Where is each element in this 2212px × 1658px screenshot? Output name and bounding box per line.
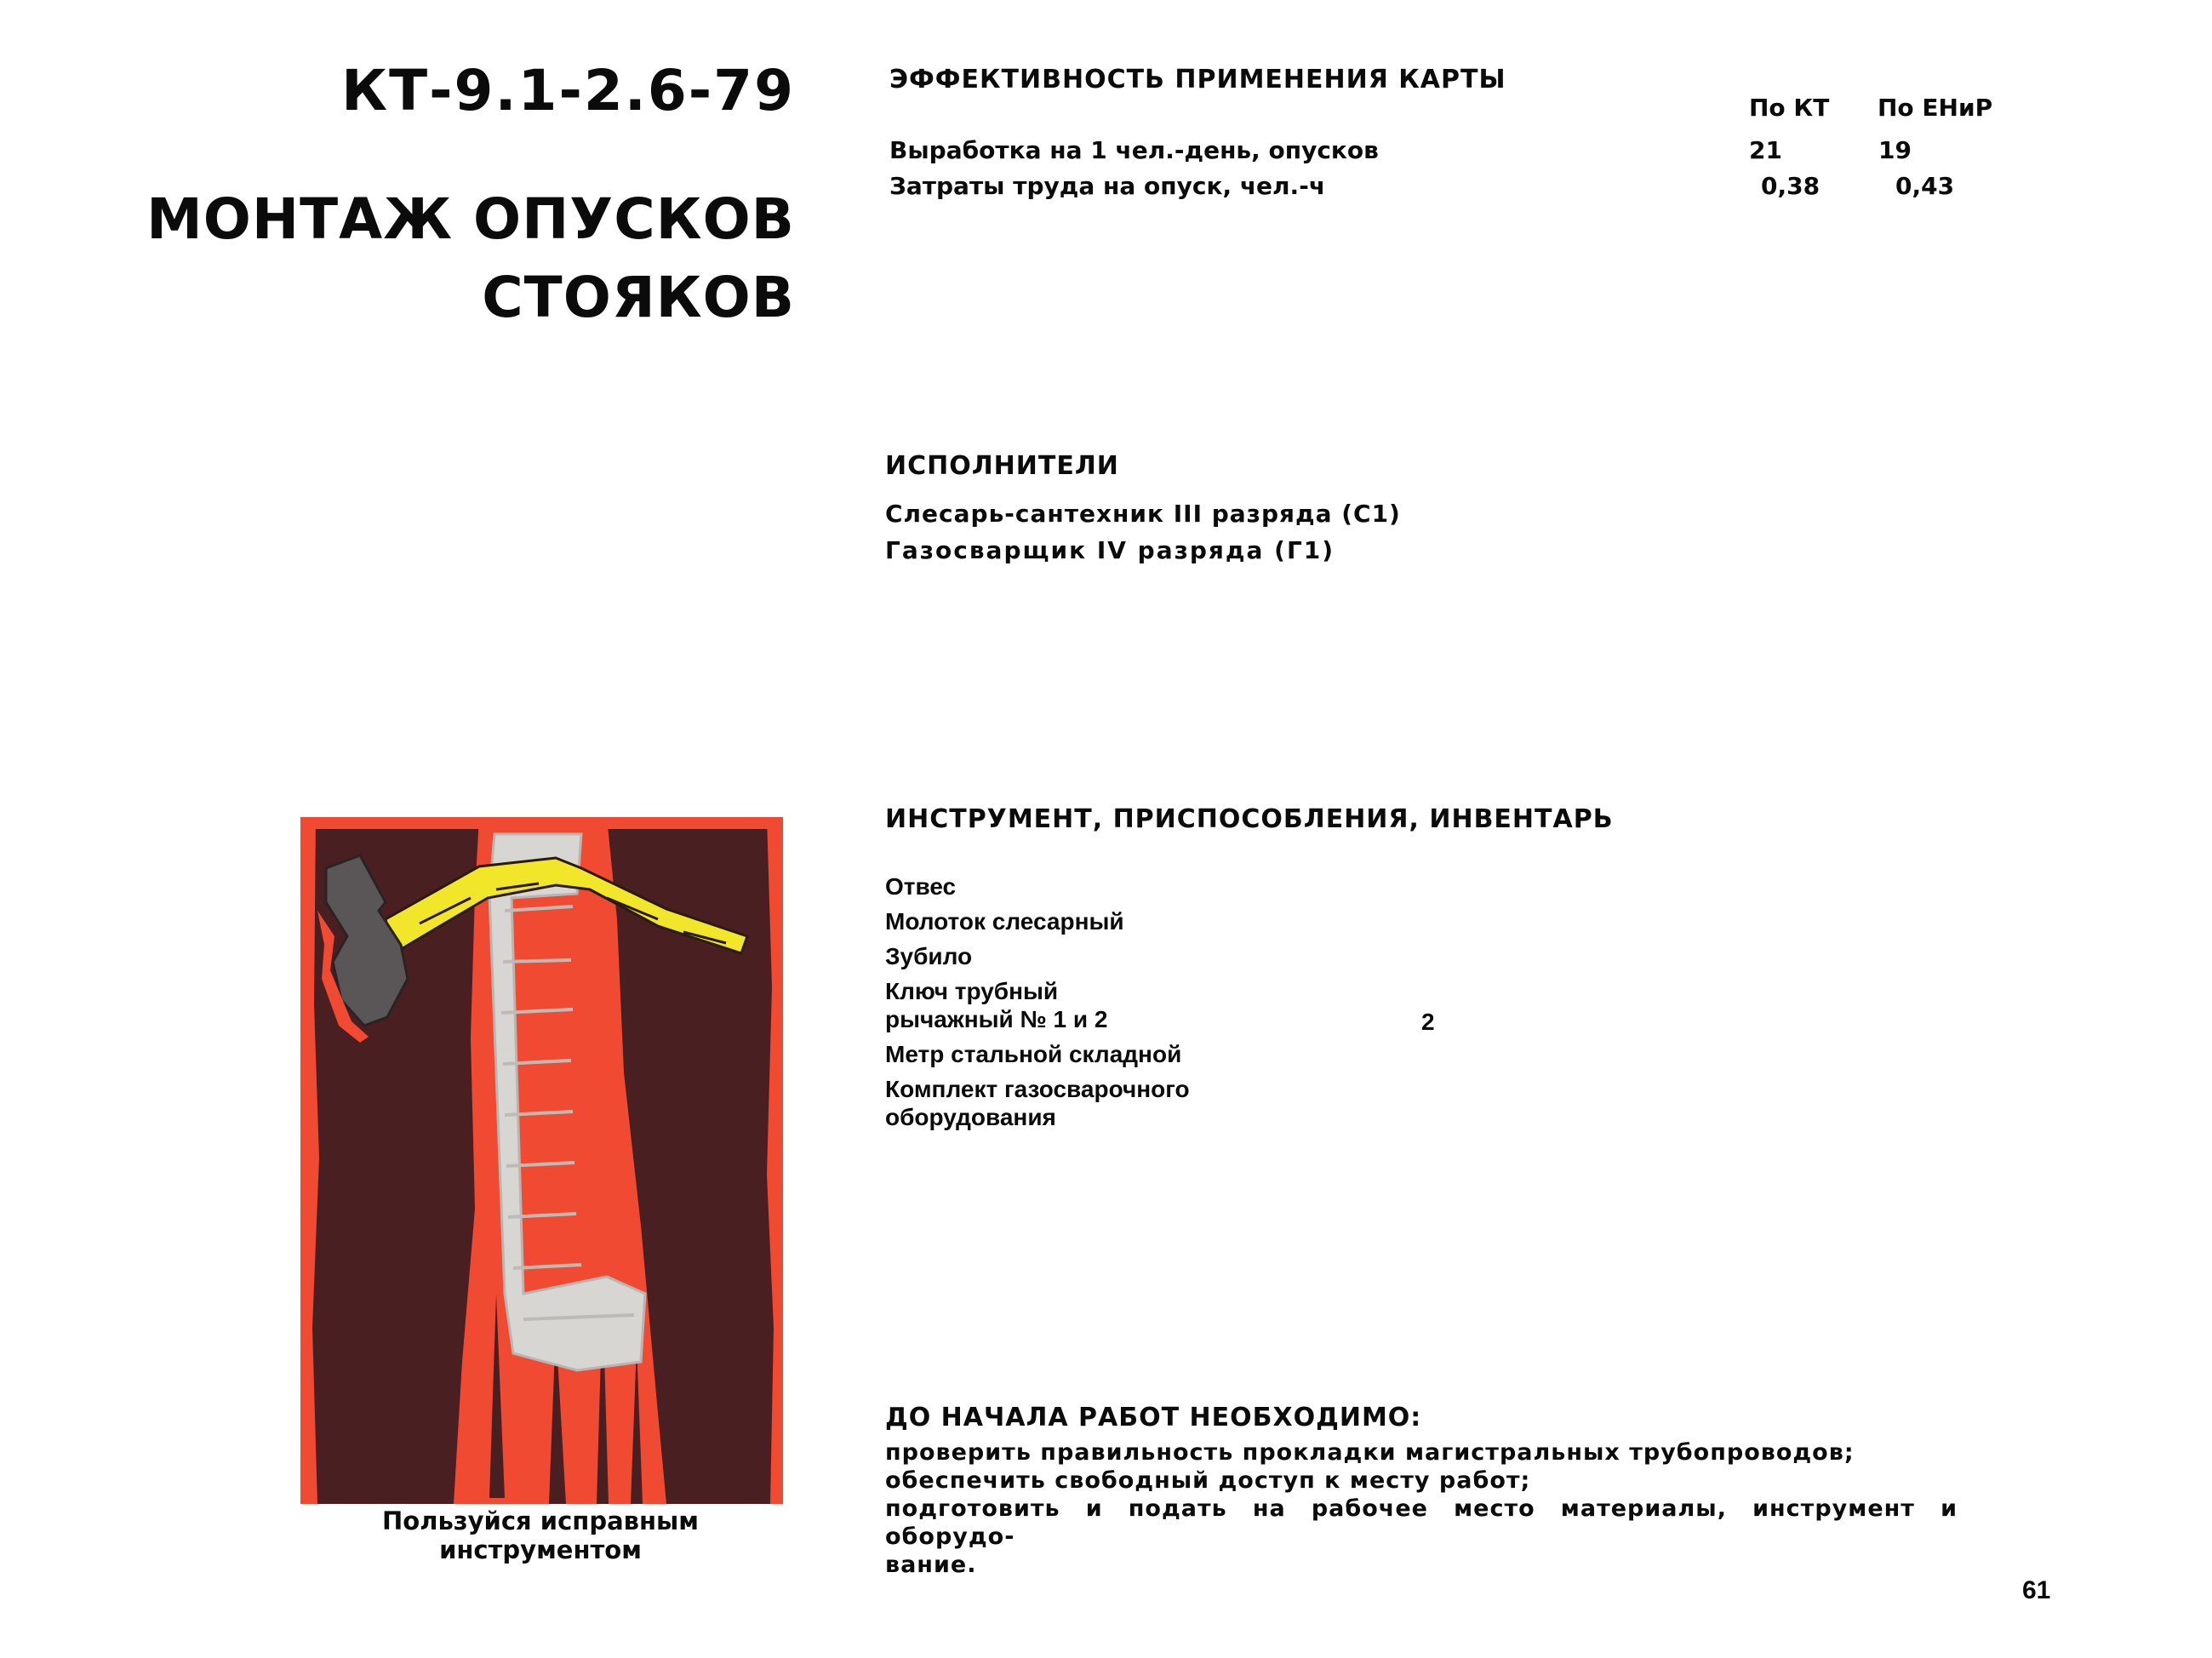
performer-item: Газосварщик IV разряда (Г1) <box>885 536 1335 564</box>
tools-list <box>885 872 1481 1138</box>
tool-quantity: 2 <box>1421 1009 1435 1035</box>
title-line-2: СТОЯКОВ <box>482 265 795 330</box>
page-number: 61 <box>2022 1576 2051 1604</box>
efficiency-row-kt: 0,38 <box>1761 172 1820 200</box>
title-line-1: МОНТАЖ ОПУСКОВ <box>146 186 795 252</box>
before-work-list <box>885 1438 1958 1579</box>
performers-heading: ИСПОЛНИТЕЛИ <box>885 451 1119 481</box>
tool-item: Зубило <box>885 943 973 969</box>
before-work-item: проверить правильность прокладки магистральных трубопроводов; <box>885 1439 1855 1466</box>
efficiency-row-enir: 0,43 <box>1895 172 1955 200</box>
safety-poster <box>300 817 783 1504</box>
poster-illustration <box>300 817 783 1504</box>
efficiency-heading: ЭФФЕКТИВНОСТЬ ПРИМЕНЕНИЯ КАРТЫ <box>889 65 1506 94</box>
efficiency-row-label: Затраты труда на опуск, чел.-ч <box>889 172 1326 200</box>
tool-item: Комплект газосварочного оборудования <box>885 1076 1190 1130</box>
before-work-item: вание. <box>885 1552 977 1578</box>
poster-caption: Пользуйся исправным инструментом <box>382 1506 699 1564</box>
tool-item: Метр стальной складной <box>885 1041 1182 1067</box>
card-code: КТ-9.1-2.6-79 <box>341 58 795 123</box>
page-title <box>146 180 795 337</box>
before-work-heading: ДО НАЧАЛА РАБОТ НЕОБХОДИМО: <box>885 1403 1422 1432</box>
efficiency-row <box>889 172 2013 200</box>
performer-item: Слесарь-сантехник III разряда (С1) <box>885 500 1401 528</box>
efficiency-col-enir: По ЕНиР <box>1878 94 1993 122</box>
efficiency-row-kt: 21 <box>1749 136 1782 164</box>
tool-item: Молоток слесарный <box>885 908 1124 935</box>
efficiency-row <box>889 136 2013 164</box>
efficiency-col-kt: По КТ <box>1749 94 1830 122</box>
efficiency-row-enir: 19 <box>1878 136 1912 164</box>
before-work-item: подготовить и подать на рабочее место материалы, инструмент и оборудо- <box>885 1495 1958 1550</box>
tools-heading: ИНСТРУМЕНТ, ПРИСПОСОБЛЕНИЯ, ИНВЕНТАРЬ <box>885 804 1614 834</box>
tool-item: Отвес <box>885 873 957 900</box>
tool-item: Ключ трубный рычажный № 1 и 2 <box>885 978 1108 1032</box>
before-work-item: обеспечить свободный доступ к месту работ; <box>885 1467 1531 1494</box>
efficiency-row-label: Выработка на 1 чел.-день, опусков <box>889 136 1379 164</box>
